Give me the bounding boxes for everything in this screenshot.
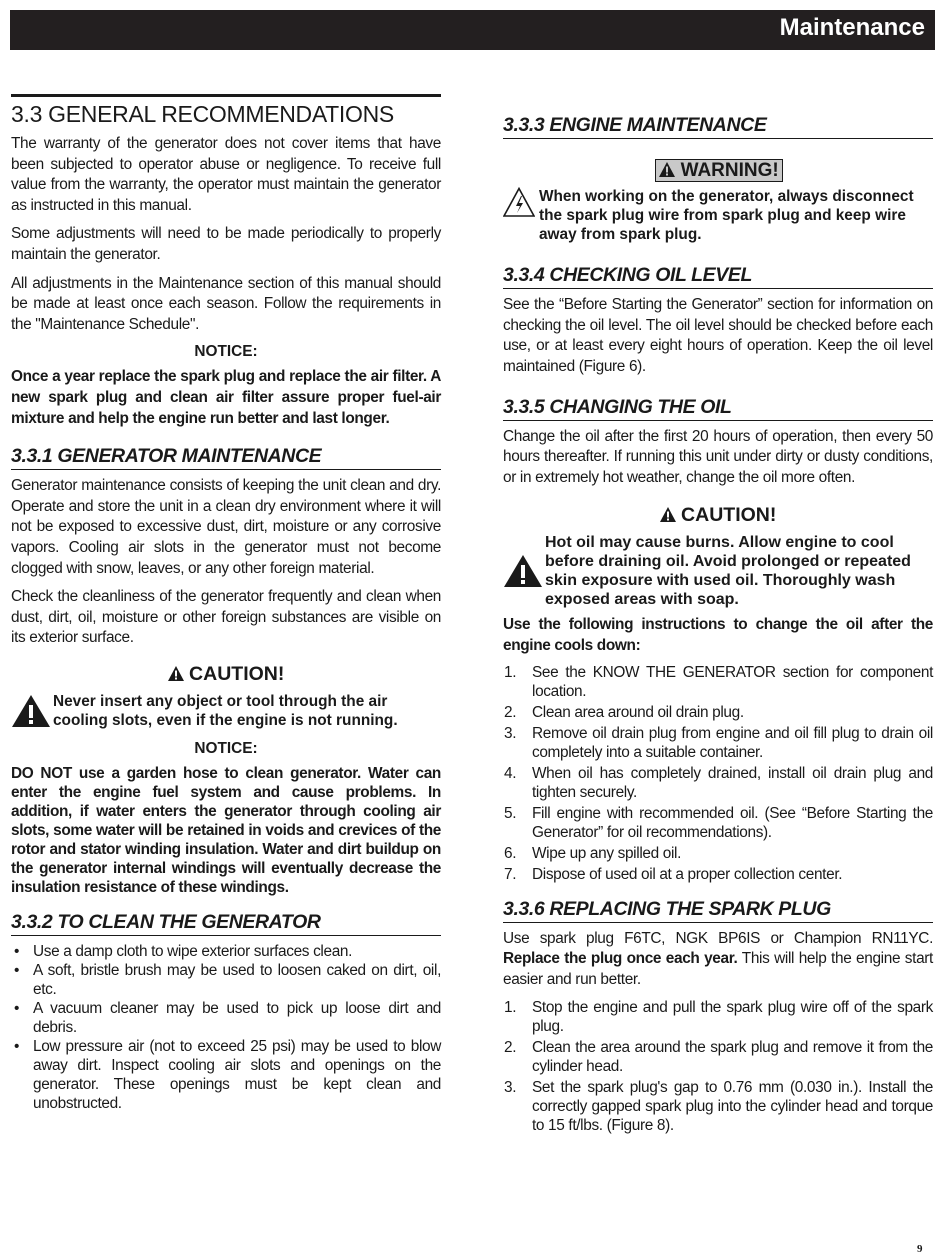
list-item: 6. Wipe up any spilled oil.	[504, 844, 682, 862]
caution-title	[660, 504, 777, 526]
instructions-intro: Use the following instructions to change the oil after the engine cools down:	[503, 616, 933, 654]
list-item: 2. Clean the area around the spark plug and remove it from the cylinder head.	[504, 1039, 933, 1076]
page-section-title: Maintenance	[779, 14, 925, 41]
paragraph-emphasis: Replace the plug once each year.	[503, 950, 738, 968]
spark-plug-steps	[503, 998, 933, 1135]
list-item: • Use a damp cloth to wipe exterior surfaces clean.	[14, 942, 353, 960]
notice-text: DO NOT use a garden hose to clean generator. Water can enter the engine fuel system and cause problems. In addition, if water enters the generator through cooling air slots, some water will be retained in voids and crevices of the rotor and stator winding insulation. Water and dirt buildup on the generator internal windings will eventually decrease the insulation resistance of these windings.	[11, 764, 441, 896]
caution-block	[11, 692, 441, 730]
notice-text: Once a year replace the spark plug and replace the air filter. A new spark plug and clean air filter assure proper fuel-air mixture and help the engine run better and last longer.	[11, 368, 441, 427]
left-column	[11, 94, 441, 1113]
paragraph: Generator maintenance consists of keeping the unit clean and dry. Operate and store the unit in a clean dry environment where it will not be exposed to excessive dust, dirt, moisture or any corrosive vapors. Cooling air slots in the generator must not become clogged with snow, leaves, or any other foreign material.	[11, 477, 441, 577]
list-item: 3. Set the spark plug's gap to 0.76 mm (0.030 in.). Install the correctly gapped spark plug into the cylinder head and torque to 15 ft/lbs. (Figure 8).	[504, 1079, 933, 1135]
warning-text: When working on the generator, always disconnect the spark plug wire from spark plug and keep wire away from spark plug.	[539, 188, 914, 244]
caution-text: Hot oil may cause burns. Allow engine to cool before draining oil. Avoid prolonged or repeated skin exposure with used oil. Thoroughly wash exposed areas with soap.	[545, 534, 911, 609]
list-item: 5. Fill engine with recommended oil. (See “Before Starting the Generator” for oil recommendations).	[504, 804, 933, 841]
header-bar	[10, 10, 935, 50]
paragraph: Change the oil after the first 20 hours of operation, then every 50 hours thereafter. If running this unit under dirty or dusty conditions, or in extremely hot weather, change the oil more often.	[503, 427, 933, 486]
paragraph-part: This will help the engine start easier and run better.	[503, 950, 933, 988]
heading-replacing-the-spark-plug: 3.3.6 REPLACING THE SPARK PLUG	[503, 898, 933, 923]
caution-title	[168, 663, 285, 685]
list-item: 1. See the KNOW THE GENERATOR section for component location.	[504, 663, 933, 700]
list-item: 3. Remove oil drain plug from engine and oil fill plug to drain oil completely into a suitable container.	[504, 724, 933, 761]
heading-changing-the-oil: 3.3.5 CHANGING THE OIL	[503, 396, 933, 421]
list-item: 2. Clean area around oil drain plug.	[504, 703, 744, 721]
heading-generator-maintenance: 3.3.1 GENERATOR MAINTENANCE	[11, 445, 441, 470]
list-item: 1. Stop the engine and pull the spark plug wire off of the spark plug.	[504, 999, 933, 1036]
oil-change-steps	[503, 663, 933, 884]
cleaning-bullet-list	[11, 942, 441, 1113]
list-item: 7. Dispose of used oil at a proper collection center.	[504, 865, 843, 883]
warning-header	[503, 159, 933, 182]
paragraph: The warranty of the generator does not cover items that have been subjected to operator abuse or negligence. To receive full value from the warranty, the operator must maintain the generator as instructed in this manual.	[11, 135, 441, 214]
caution-title-text: CAUTION!	[681, 504, 777, 527]
list-item: 4. When oil has completely drained, install oil drain plug and tighten securely.	[504, 764, 933, 801]
paragraph-part: Use spark plug F6TC, NGK BP6IS or Champion RN11YC.	[503, 929, 933, 947]
notice-title: NOTICE:	[194, 343, 258, 361]
caution-header	[503, 504, 933, 527]
caution-text: Never insert any object or tool through the air cooling slots, even if the engine is not running.	[53, 692, 398, 729]
warning-triangle-icon	[168, 666, 184, 681]
paragraph	[503, 929, 933, 991]
caution-header	[11, 663, 441, 686]
paragraph: All adjustments in the Maintenance section of this manual should be made at least once each season. Follow the requirements in the "Maintenance Schedule".	[11, 274, 441, 333]
right-column	[503, 98, 933, 1137]
warning-title	[655, 159, 782, 182]
warning-title-text: WARNING!	[680, 160, 779, 182]
notice-title: NOTICE:	[194, 739, 258, 757]
electric-shock-triangle-icon	[503, 187, 535, 217]
heading-checking-oil-level: 3.3.4 CHECKING OIL LEVEL	[503, 264, 933, 289]
warning-triangle-icon	[660, 507, 676, 522]
heading-to-clean-the-generator: 3.3.2 TO CLEAN THE GENERATOR	[11, 911, 441, 936]
heading-engine-maintenance: 3.3.3 ENGINE MAINTENANCE	[503, 114, 933, 139]
caution-title-text: CAUTION!	[189, 662, 285, 685]
warning-triangle-icon	[11, 694, 51, 728]
paragraph: Some adjustments will need to be made periodically to properly maintain the generator.	[11, 225, 441, 263]
warning-triangle-icon	[503, 554, 543, 588]
page-number: 9	[917, 1243, 923, 1255]
warning-block	[503, 187, 933, 244]
caution-block	[503, 533, 933, 609]
paragraph: Check the cleanliness of the generator frequently and clean when dust, dirt, oil, moisture or other foreign substances are visible on its exterior surface.	[11, 588, 441, 647]
warning-triangle-icon	[659, 162, 675, 177]
list-item: • A soft, bristle brush may be used to loosen caked on dirt, oil, etc.	[14, 961, 441, 998]
heading-general-recommendations: 3.3 GENERAL RECOMMENDATIONS	[11, 94, 441, 128]
list-item: • Low pressure air (not to exceed 25 psi) may be used to blow away dirt. Inspect cooling air slots and openings on the generator. These openings must be kept clean and unobstructed.	[14, 1037, 441, 1112]
list-item: • A vacuum cleaner may be used to pick up loose dirt and debris.	[14, 999, 441, 1036]
paragraph: See the “Before Starting the Generator” section for information on checking the oil level. The oil level should be checked before each use, or at least every eight hours of operation. Keep the oil level maintained (Figure 6).	[503, 296, 933, 375]
